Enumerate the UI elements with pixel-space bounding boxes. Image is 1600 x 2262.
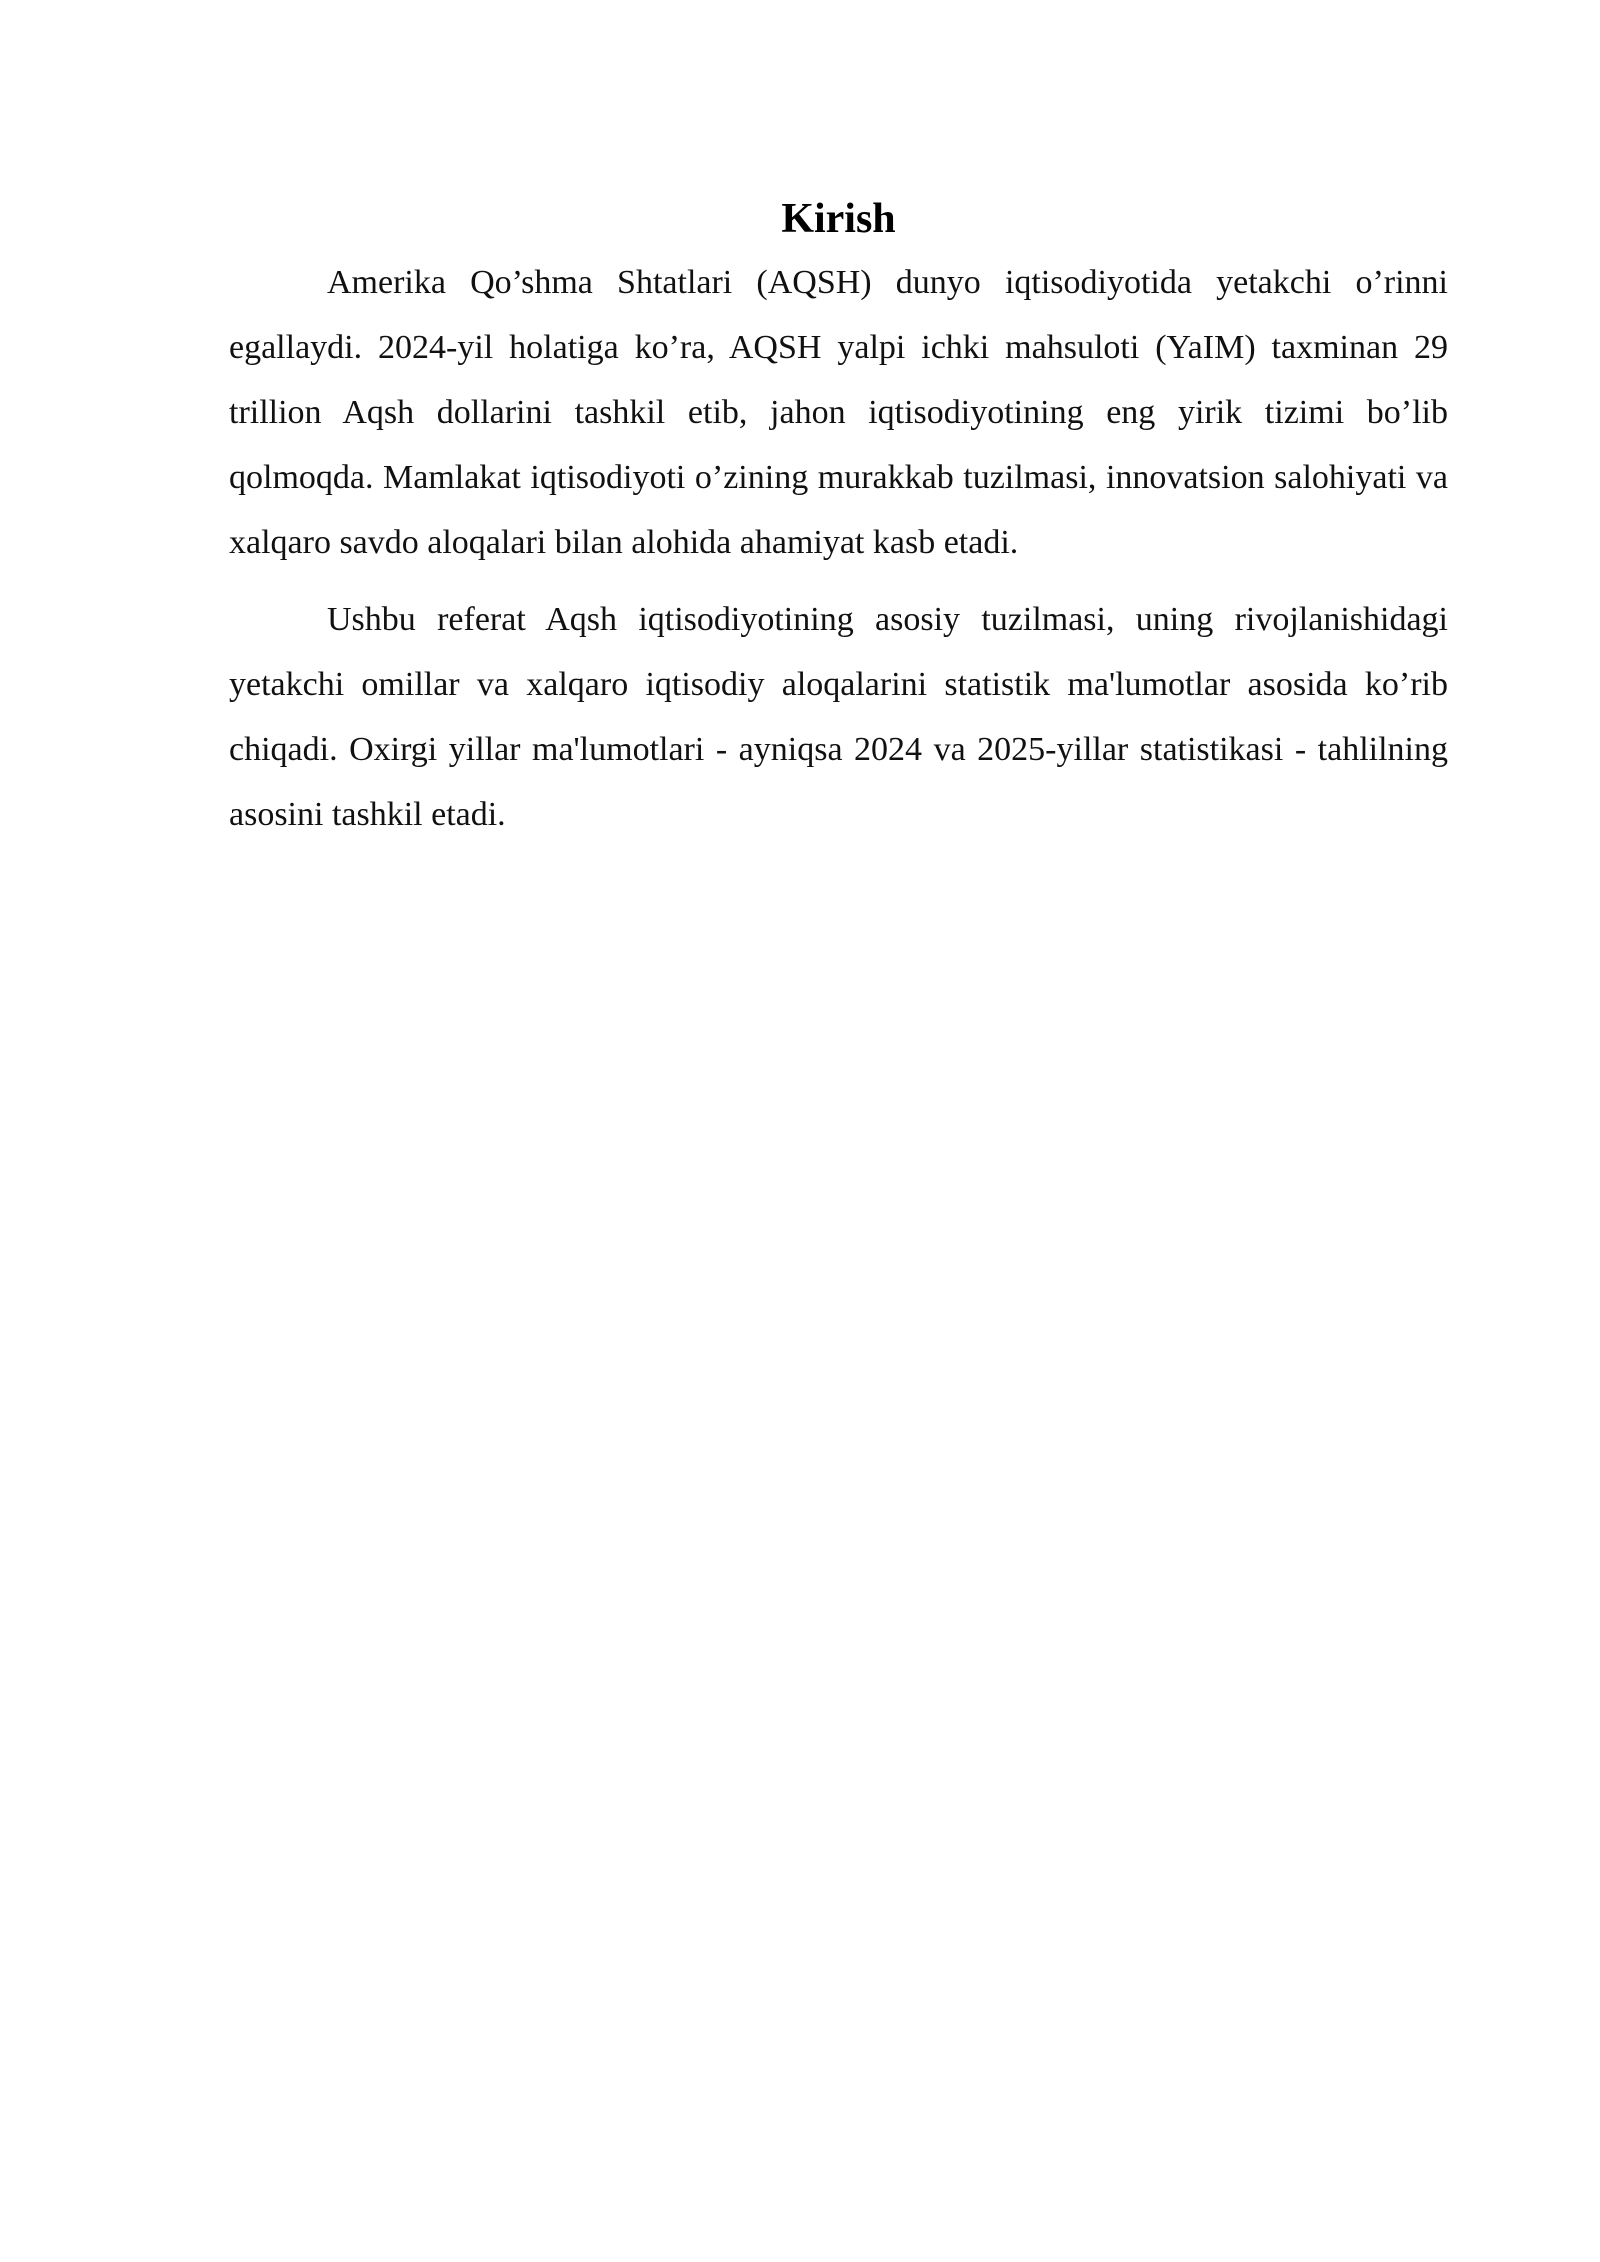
paragraph-scope: Ushbu referat Aqsh iqtisodiyotining asosiy tuzilmasi, uning rivojlanishidagi yetakchi omillar va xalqaro iqtisodiy aloqalarini statistik ma'lumotlar asosida ko’rib chiqadi. Oxirgi yillar ma'lumotlari - ayniqsa 2024 va 2025-yillar statistikasi - tahlilning asosini tashkil etadi. [229, 601, 1448, 833]
page-content [229, 188, 1448, 847]
paragraph-intro: Amerika Qo’shma Shtatlari (AQSH) dunyo iqtisodiyotida yetakchi o’rinni egallaydi. 2024-yil holatiga ko’ra, AQSH yalpi ichki mahsuloti (YaIM) taxminan 29 trillion Aqsh dollarini tashkil etib, jahon iqtisodiyotining eng yirik tizimi bo’lib qolmoqda. Mamlakat iqtisodiyoti o’zining murakkab tuzilmasi, innovatsion salohiyati va xalqaro savdo aloqalari bilan alohida ahamiyat kasb etadi. [229, 264, 1448, 561]
page-title: Kirish [781, 196, 896, 242]
